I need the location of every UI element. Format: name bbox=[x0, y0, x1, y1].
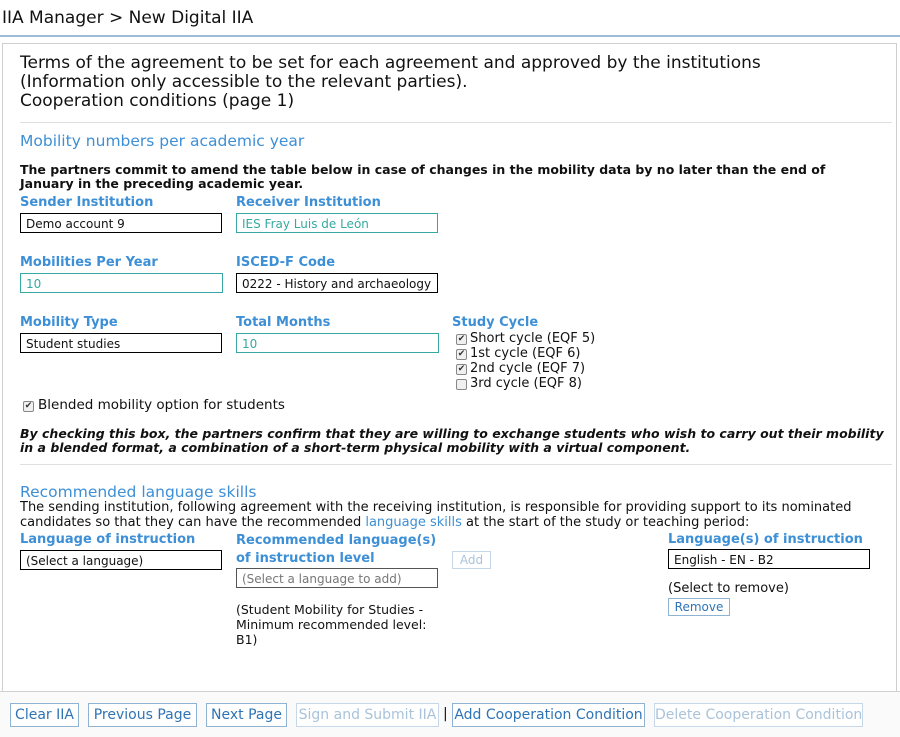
commit-text: The partners commit to amend the table below in case of changes in the mobility data by no later than the end of January in the preceding academic year. bbox=[20, 162, 826, 191]
language-select[interactable]: (Select a language) bbox=[20, 550, 222, 570]
isced-code-label: ISCED-F Code bbox=[236, 255, 336, 270]
sign-submit-button[interactable]: Sign and Submit IIA bbox=[296, 703, 439, 727]
short-cycle-checkbox[interactable]: ✔ bbox=[457, 334, 466, 344]
blended-mobility-checkbox[interactable]: ✔ bbox=[24, 401, 33, 411]
study-cycle-label: Study Cycle bbox=[452, 315, 539, 330]
recommended-level-label: Recommended language(s) of instruction level bbox=[236, 533, 437, 566]
terms-heading-line2: (Information only accessible to the relevant parties). bbox=[20, 72, 468, 92]
add-language-button[interactable]: Add bbox=[452, 551, 491, 569]
delete-cooperation-condition-button[interactable]: Delete Cooperation Condition bbox=[654, 703, 863, 727]
isced-code-select[interactable]: 0222 - History and archaeology bbox=[236, 273, 438, 293]
third-cycle-checkbox[interactable] bbox=[456, 379, 467, 390]
mobilities-per-year-label: Mobilities Per Year bbox=[20, 255, 158, 270]
second-cycle-checkbox[interactable]: ✔ bbox=[457, 364, 466, 374]
receiver-institution-label: Receiver Institution bbox=[236, 195, 381, 210]
second-cycle-label: 2nd cycle (EQF 7) bbox=[470, 361, 586, 376]
language-intro-text-end: at the start of the study or teaching period: bbox=[461, 515, 750, 530]
short-cycle-label: Short cycle (EQF 5) bbox=[470, 331, 596, 346]
total-months-label: Total Months bbox=[236, 315, 331, 330]
blended-mobility-label: Blended mobility option for students bbox=[38, 397, 285, 413]
clear-iia-button[interactable]: Clear IIA bbox=[10, 703, 79, 727]
language-of-instruction-label: Language of instruction bbox=[20, 532, 196, 547]
languages-of-instruction-list[interactable]: English - EN - B2 bbox=[668, 549, 870, 569]
mobility-type-select[interactable]: Student studies bbox=[20, 333, 222, 353]
sender-institution-label: Sender Institution bbox=[20, 195, 154, 210]
next-page-button[interactable]: Next Page bbox=[206, 703, 287, 727]
select-to-remove-hint: (Select to remove) bbox=[668, 581, 789, 596]
terms-heading-line1: Terms of the agreement to be set for each agreement and approved by the institutions bbox=[20, 53, 761, 73]
total-months-input[interactable]: 10 bbox=[236, 333, 439, 353]
mobilities-per-year-input[interactable]: 10 bbox=[20, 273, 223, 293]
previous-page-button[interactable]: Previous Page bbox=[88, 703, 197, 727]
minimum-level-note: (Student Mobility for Studies - Minimum recommended level: B1) bbox=[236, 602, 427, 647]
sender-institution-field[interactable]: Demo account 9 bbox=[20, 213, 222, 233]
language-intro bbox=[20, 500, 885, 530]
page-title: Cooperation conditions (page 1) bbox=[20, 91, 295, 111]
blended-note: By checking this box, the partners confirm that they are willing to exchange students who wish to carry out their mobility in a blended format, a combination of a short-term physical mobility with a virtual component. bbox=[20, 426, 884, 455]
receiver-institution-field[interactable]: IES Fray Luis de León bbox=[236, 213, 438, 233]
recommended-language-select[interactable]: (Select a language to add) bbox=[236, 568, 438, 588]
divider bbox=[20, 122, 892, 123]
breadcrumb: IIA Manager > New Digital IIA bbox=[2, 8, 254, 28]
third-cycle-label: 3rd cycle (EQF 8) bbox=[470, 376, 582, 391]
language-intro-text: The sending institution, following agreement with the receiving institution, is responsible for providing support to its nominated candidates so that they can have the recommended bbox=[20, 500, 852, 530]
languages-of-instruction-label: Language(s) of instruction bbox=[668, 532, 863, 547]
top-divider bbox=[0, 35, 900, 37]
top-bar bbox=[0, 0, 900, 36]
remove-language-button[interactable]: Remove bbox=[668, 598, 730, 616]
add-cooperation-condition-button[interactable]: Add Cooperation Condition bbox=[452, 703, 645, 727]
mobility-type-label: Mobility Type bbox=[20, 315, 118, 330]
language-skills-link[interactable]: language skills bbox=[365, 515, 462, 530]
footer-separator: | bbox=[443, 706, 448, 722]
first-cycle-checkbox[interactable]: ✔ bbox=[457, 349, 466, 359]
mobility-section-title: Mobility numbers per academic year bbox=[20, 132, 305, 150]
divider bbox=[20, 464, 892, 465]
first-cycle-label: 1st cycle (EQF 6) bbox=[470, 346, 581, 361]
language-section-title: Recommended language skills bbox=[20, 483, 257, 501]
